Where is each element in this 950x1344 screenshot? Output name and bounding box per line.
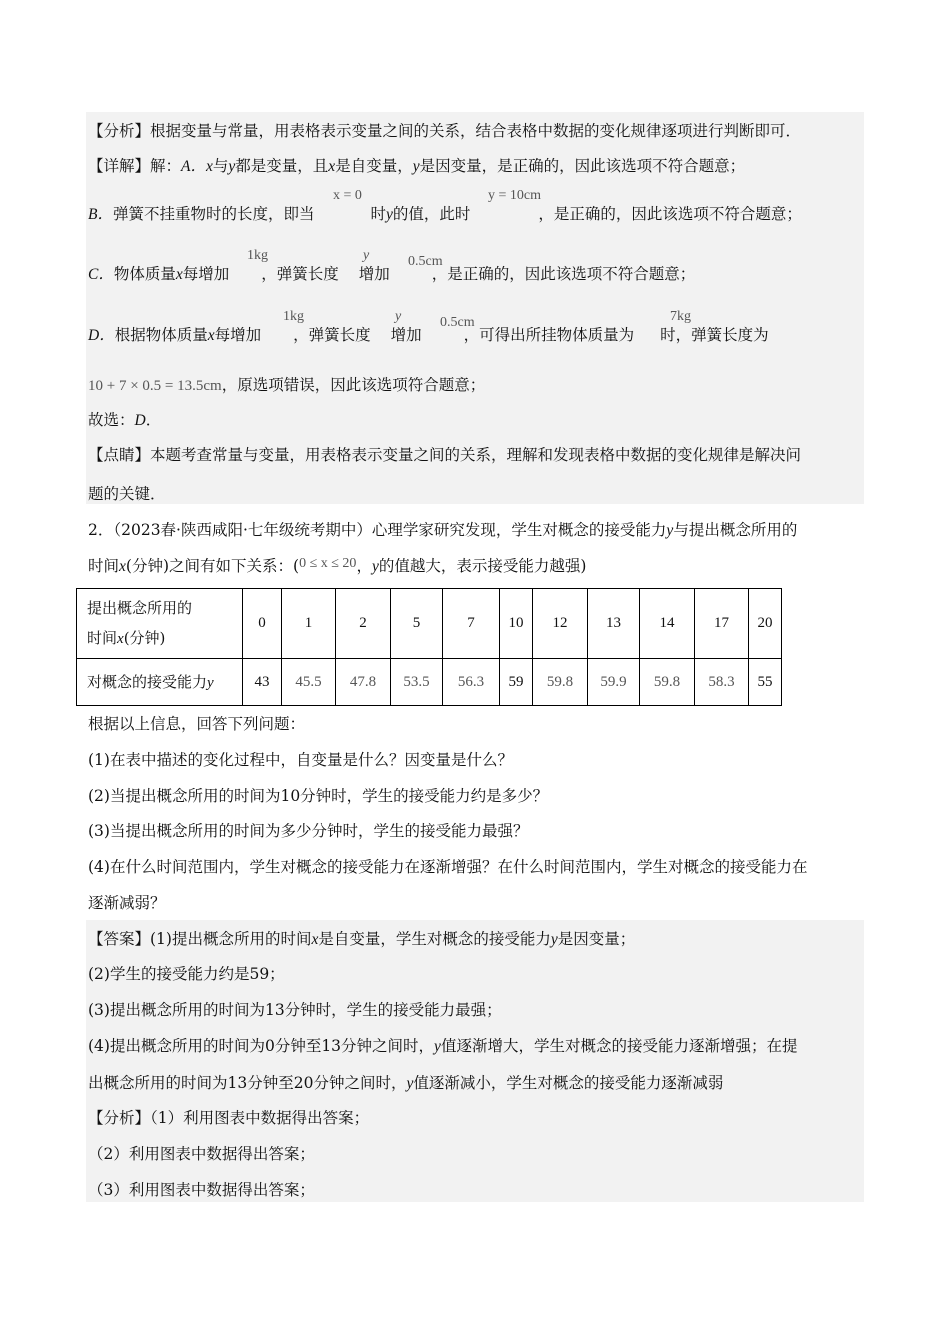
q2-stem-line-2: 时间x(分钟)之间有如下关系：(0 ≤ x ≤ 20，y的值越大，表示接受能力越强) <box>88 556 587 575</box>
data-table <box>76 588 782 706</box>
time-cell: 2 <box>336 589 391 659</box>
formula-y-c: y <box>363 248 370 263</box>
time-cell: 5 <box>391 589 443 659</box>
row-label-time: 提出概念所用的 时间x(分钟) <box>77 589 243 659</box>
time-cell: 14 <box>640 589 695 659</box>
formula-1kg-c: 1kg <box>247 248 268 263</box>
q2-stem-line-1: 2．（2023春·陕西咸阳·七年级统考期中）心理学家研究发现，学生对概念的接受能力y与提出概念所用的 <box>88 521 798 539</box>
answer-4-line-1: (4)提出概念所用的时间为0分钟至13分钟之间时，y值逐渐增大，学生对概念的接受能力逐渐增强；在提 <box>88 1037 798 1055</box>
answer-1: 【答案】(1)提出概念所用的时间x是自变量，学生对概念的接受能力y是因变量； <box>88 930 636 948</box>
analysis-1: 【分析】（1）利用图表中数据得出答案； <box>88 1109 370 1127</box>
comment-line-1: 【点睛】本题考查常量与变量，用表格表示变量之间的关系，理解和发现表格中数据的变化规律是解决问 <box>88 446 802 464</box>
ability-cell: 59.9 <box>588 659 640 706</box>
time-cell: 0 <box>243 589 282 659</box>
time-cell: 1 <box>282 589 336 659</box>
time-cell: 20 <box>749 589 782 659</box>
ability-cell: 53.5 <box>391 659 443 706</box>
q2-sub-2: (2)当提出概念所用的时间为10分钟时，学生的接受能力约是多少？ <box>88 787 549 805</box>
q2-intro: 根据以上信息，回答下列问题： <box>88 715 306 733</box>
formula-x-eq-0: x = 0 <box>333 188 362 203</box>
formula-y-d: y <box>395 309 402 324</box>
time-cell: 13 <box>588 589 640 659</box>
formula-y-eq-10cm: y = 10cm <box>488 188 541 203</box>
option-d-line: D．根据物体质量x每增加 ，弹簧长度 增加 ，可得出所挂物体质量为 时，弹簧长度为 <box>88 326 769 344</box>
answer-4-line-2: 出概念所用的时间为13分钟至20分钟之间时，y值逐渐减小，学生对概念的接受能力逐渐减弱 <box>88 1074 724 1092</box>
q2-sub-1: (1)在表中描述的变化过程中，自变量是什么？因变量是什么？ <box>88 751 513 769</box>
time-cell: 7 <box>443 589 500 659</box>
ability-cell: 47.8 <box>336 659 391 706</box>
ability-cell: 55 <box>749 659 782 706</box>
ability-cell: 59 <box>500 659 533 706</box>
row-label-ability: 对概念的接受能力y <box>77 659 243 706</box>
choose-line: 故选：D． <box>88 411 162 429</box>
analysis-3: （3）利用图表中数据得出答案； <box>88 1181 315 1199</box>
comment-line-2: 题的关键． <box>88 485 166 503</box>
formula-05cm-d: 0.5cm <box>440 315 475 330</box>
formula-7kg: 7kg <box>670 309 691 324</box>
option-d-line-2: 10 + 7 × 0.5 = 13.5cm，原选项错误，因此该选项符合题意； <box>88 376 486 394</box>
table-row <box>77 659 782 706</box>
time-cell: 10 <box>500 589 533 659</box>
answer-2: (2)学生的接受能力约是59； <box>88 965 285 983</box>
analysis-2: （2）利用图表中数据得出答案； <box>88 1145 315 1163</box>
ability-cell: 58.3 <box>695 659 749 706</box>
analysis-line: 【分析】根据变量与常量，用表格表示变量之间的关系，结合表格中数据的变化规律逐项进行判断即可． <box>88 122 802 140</box>
option-b-line: B．弹簧不挂重物时的长度，即当 时y的值，此时 ，是正确的，因此该选项不符合题意； <box>88 205 802 223</box>
table-row <box>77 589 782 659</box>
option-c-line: C．物体质量x每增加 ，弹簧长度 增加 ，是正确的，因此该选项不符合题意； <box>88 265 696 283</box>
ability-cell: 43 <box>243 659 282 706</box>
ability-cell: 45.5 <box>282 659 336 706</box>
q2-sub-3: (3)当提出概念所用的时间为多少分钟时，学生的接受能力最强？ <box>88 822 529 840</box>
ability-cell: 56.3 <box>443 659 500 706</box>
ability-cell: 59.8 <box>533 659 588 706</box>
detail-option-a: 【详解】解：A．x与y都是变量，且x是自变量，y是因变量，是正确的，因此该选项不符合题意； <box>88 157 746 175</box>
formula-05cm-c: 0.5cm <box>408 254 443 269</box>
ability-cell: 59.8 <box>640 659 695 706</box>
q2-sub-4-line-2: 逐渐减弱？ <box>88 894 166 912</box>
time-cell: 17 <box>695 589 749 659</box>
time-cell: 12 <box>533 589 588 659</box>
q2-sub-4-line-1: (4)在什么时间范围内，学生对概念的接受能力在逐渐增强？在什么时间范围内，学生对概念的接受能力在 <box>88 858 808 876</box>
answer-3: (3)提出概念所用的时间为13分钟时，学生的接受能力最强； <box>88 1001 502 1019</box>
formula-1kg-d: 1kg <box>283 309 304 324</box>
